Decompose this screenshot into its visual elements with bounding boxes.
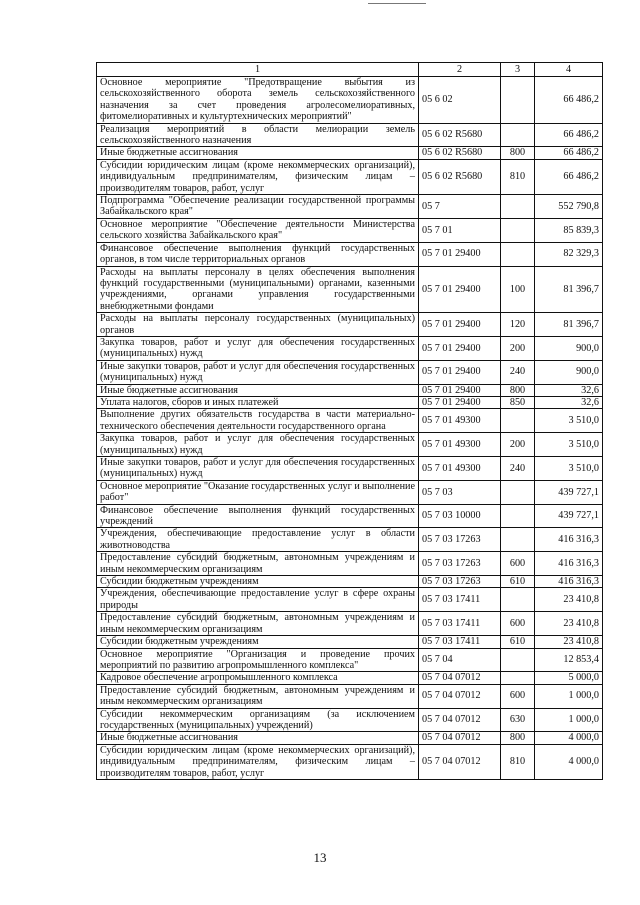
row-type: 800: [501, 732, 535, 744]
row-name: Учреждения, обеспечивающие предоставление услуг в сфере охраны природы: [97, 588, 419, 612]
table-row: [97, 384, 603, 396]
table-row: [97, 242, 603, 266]
row-amount: 1 000,0: [535, 684, 603, 708]
row-type: 630: [501, 708, 535, 732]
table-row: [97, 360, 603, 384]
row-name: Иные закупки товаров, работ и услуг для обеспечения государственных (муниципальных) нужд: [97, 360, 419, 384]
row-code: 05 7 01 29400: [419, 336, 501, 360]
row-type: 610: [501, 576, 535, 588]
row-type: 800: [501, 147, 535, 159]
row-name: Расходы на выплаты персоналу в целях обеспечения выполнения функций государственными (муниципальными) органами, казенными учреждениями, органами управления государственными внебюджетными фондами: [97, 266, 419, 313]
table-row: [97, 159, 603, 194]
row-amount: 32,6: [535, 384, 603, 396]
table-row: [97, 457, 603, 481]
table-row: [97, 672, 603, 684]
row-code: 05 7 03 10000: [419, 504, 501, 528]
row-amount: 4 000,0: [535, 744, 603, 779]
table-row: [97, 77, 603, 124]
row-name: Субсидии юридическим лицам (кроме некоммерческих организаций), индивидуальным предпринимателям, физическим лицам – производителям товаров, работ, услуг: [97, 744, 419, 779]
row-code: 05 7 01 29400: [419, 360, 501, 384]
row-name: Подпрограмма "Обеспечение реализации государственной программы Забайкальского края": [97, 195, 419, 219]
row-amount: 66 486,2: [535, 77, 603, 124]
table-row: [97, 684, 603, 708]
header-col-2: 2: [419, 63, 501, 77]
row-name: Реализация мероприятий в области мелиорации земель сельскохозяйственного назначения: [97, 123, 419, 147]
row-code: 05 7 01: [419, 218, 501, 242]
row-name: Субсидии бюджетным учреждениям: [97, 576, 419, 588]
table-row: [97, 433, 603, 457]
row-code: 05 7 03 17263: [419, 552, 501, 576]
row-amount: 416 316,3: [535, 528, 603, 552]
row-type: 810: [501, 744, 535, 779]
row-code: 05 6 02 R5680: [419, 123, 501, 147]
table-row: [97, 636, 603, 648]
row-name: Иные бюджетные ассигнования: [97, 732, 419, 744]
row-name: Основное мероприятие "Предотвращение выбытия из сельскохозяйственного оборота земель сельскохозяйственного назначения за счет проведения агролесомелиоративных, фитомелиоративных и культуртехнических мероприятий": [97, 77, 419, 124]
row-amount: 3 510,0: [535, 433, 603, 457]
row-type: 800: [501, 384, 535, 396]
row-code: 05 7 01 49300: [419, 409, 501, 433]
row-amount: 23 410,8: [535, 636, 603, 648]
table-row: [97, 396, 603, 408]
row-type: 240: [501, 457, 535, 481]
row-name: Основное мероприятие "Организация и проведение прочих мероприятий по развитию агропромышленного комплекса": [97, 648, 419, 672]
row-code: 05 7 04 07012: [419, 672, 501, 684]
row-code: 05 7 03: [419, 480, 501, 504]
row-code: 05 7 01 29400: [419, 266, 501, 313]
row-name: Основное мероприятие "Оказание государственных услуг и выполнение работ": [97, 480, 419, 504]
row-name: Предоставление субсидий бюджетным, автономным учреждениям и иным некоммерческим организациям: [97, 552, 419, 576]
row-type: 810: [501, 159, 535, 194]
row-code: 05 7 01 29400: [419, 242, 501, 266]
row-name: Закупка товаров, работ и услуг для обеспечения государственных (муниципальных) нужд: [97, 336, 419, 360]
table-row: [97, 147, 603, 159]
table-row: [97, 552, 603, 576]
row-amount: 1 000,0: [535, 708, 603, 732]
row-amount: 66 486,2: [535, 159, 603, 194]
row-name: Субсидии бюджетным учреждениям: [97, 636, 419, 648]
row-type: 600: [501, 552, 535, 576]
row-name: Финансовое обеспечение выполнения функций государственных учреждений: [97, 504, 419, 528]
row-type: 240: [501, 360, 535, 384]
row-code: 05 7 01 49300: [419, 457, 501, 481]
table-row: [97, 576, 603, 588]
row-type: [501, 242, 535, 266]
table-row: [97, 123, 603, 147]
table-row: [97, 732, 603, 744]
row-code: 05 7 01 29400: [419, 313, 501, 337]
row-type: 200: [501, 336, 535, 360]
row-name: Кадровое обеспечение агропромышленного комплекса: [97, 672, 419, 684]
row-code: 05 7 03 17263: [419, 576, 501, 588]
row-name: Закупка товаров, работ и услуг для обеспечения государственных (муниципальных) нужд: [97, 433, 419, 457]
row-amount: 23 410,8: [535, 588, 603, 612]
table-row: [97, 648, 603, 672]
row-type: [501, 480, 535, 504]
row-amount: 66 486,2: [535, 147, 603, 159]
row-type: 600: [501, 684, 535, 708]
row-type: 100: [501, 266, 535, 313]
table-row: [97, 218, 603, 242]
table-row: [97, 708, 603, 732]
row-type: [501, 77, 535, 124]
table-row: [97, 528, 603, 552]
row-amount: 439 727,1: [535, 480, 603, 504]
row-amount: 81 396,7: [535, 313, 603, 337]
table-row: [97, 266, 603, 313]
row-amount: 66 486,2: [535, 123, 603, 147]
row-code: 05 7 04: [419, 648, 501, 672]
row-code: 05 6 02 R5680: [419, 159, 501, 194]
row-code: 05 7 04 07012: [419, 732, 501, 744]
row-name: Субсидии некоммерческим организациям (за исключением государственных (муниципальных) учреждений): [97, 708, 419, 732]
row-code: 05 6 02: [419, 77, 501, 124]
row-amount: 3 510,0: [535, 457, 603, 481]
row-type: 610: [501, 636, 535, 648]
row-amount: 416 316,3: [535, 552, 603, 576]
row-name: Учреждения, обеспечивающие предоставление услуг в области животноводства: [97, 528, 419, 552]
table-row: [97, 336, 603, 360]
row-type: [501, 672, 535, 684]
row-type: 200: [501, 433, 535, 457]
table-row: [97, 195, 603, 219]
table-row: [97, 744, 603, 779]
row-type: [501, 195, 535, 219]
table-header-row: [97, 63, 603, 77]
budget-table-body: [97, 63, 603, 780]
row-code: 05 7 04 07012: [419, 684, 501, 708]
table-row: [97, 612, 603, 636]
row-name: Предоставление субсидий бюджетным, автономным учреждениям и иным некоммерческим организациям: [97, 612, 419, 636]
table-row: [97, 480, 603, 504]
row-amount: 23 410,8: [535, 612, 603, 636]
row-code: 05 6 02 R5680: [419, 147, 501, 159]
budget-table: [96, 62, 603, 780]
row-amount: 900,0: [535, 336, 603, 360]
page-number: 13: [313, 850, 327, 865]
row-name: Уплата налогов, сборов и иных платежей: [97, 396, 419, 408]
header-col-3: 3: [501, 63, 535, 77]
row-type: 850: [501, 396, 535, 408]
row-code: 05 7 04 07012: [419, 744, 501, 779]
row-type: 120: [501, 313, 535, 337]
row-code: 05 7 03 17411: [419, 588, 501, 612]
row-code: 05 7 01 29400: [419, 384, 501, 396]
page-top-mark: [368, 3, 426, 4]
row-name: Расходы на выплаты персоналу государственных (муниципальных) органов: [97, 313, 419, 337]
row-name: Выполнение других обязательств государства в части материально-технического обеспечения деятельности государственного органа: [97, 409, 419, 433]
row-code: 05 7: [419, 195, 501, 219]
row-code: 05 7 03 17411: [419, 636, 501, 648]
row-amount: 3 510,0: [535, 409, 603, 433]
row-amount: 900,0: [535, 360, 603, 384]
row-amount: 81 396,7: [535, 266, 603, 313]
row-amount: 4 000,0: [535, 732, 603, 744]
table-row: [97, 504, 603, 528]
row-amount: 552 790,8: [535, 195, 603, 219]
row-type: [501, 123, 535, 147]
row-name: Финансовое обеспечение выполнения функций государственных органов, в том числе территориальных органов: [97, 242, 419, 266]
table-row: [97, 588, 603, 612]
row-type: [501, 504, 535, 528]
row-name: Иные бюджетные ассигнования: [97, 147, 419, 159]
row-amount: 416 316,3: [535, 576, 603, 588]
row-type: 600: [501, 612, 535, 636]
row-amount: 82 329,3: [535, 242, 603, 266]
row-amount: 85 839,3: [535, 218, 603, 242]
row-type: [501, 648, 535, 672]
row-name: Иные закупки товаров, работ и услуг для обеспечения государственных (муниципальных) нужд: [97, 457, 419, 481]
row-code: 05 7 03 17263: [419, 528, 501, 552]
row-type: [501, 218, 535, 242]
row-amount: 32,6: [535, 396, 603, 408]
row-amount: 5 000,0: [535, 672, 603, 684]
table-row: [97, 313, 603, 337]
row-name: Иные бюджетные ассигнования: [97, 384, 419, 396]
row-amount: 439 727,1: [535, 504, 603, 528]
header-col-1: 1: [97, 63, 419, 77]
row-name: Предоставление субсидий бюджетным, автономным учреждениям и иным некоммерческим организациям: [97, 684, 419, 708]
header-col-4: 4: [535, 63, 603, 77]
row-type: [501, 528, 535, 552]
row-code: 05 7 01 29400: [419, 396, 501, 408]
row-amount: 12 853,4: [535, 648, 603, 672]
row-code: 05 7 01 49300: [419, 433, 501, 457]
table-row: [97, 409, 603, 433]
row-name: Основное мероприятие "Обеспечение деятельности Министерства сельского хозяйства Забайкальского края": [97, 218, 419, 242]
row-type: [501, 409, 535, 433]
row-code: 05 7 03 17411: [419, 612, 501, 636]
row-name: Субсидии юридическим лицам (кроме некоммерческих организаций), индивидуальным предпринимателям, физическим лицам – производителям товаров, работ, услуг: [97, 159, 419, 194]
row-type: [501, 588, 535, 612]
row-code: 05 7 04 07012: [419, 708, 501, 732]
